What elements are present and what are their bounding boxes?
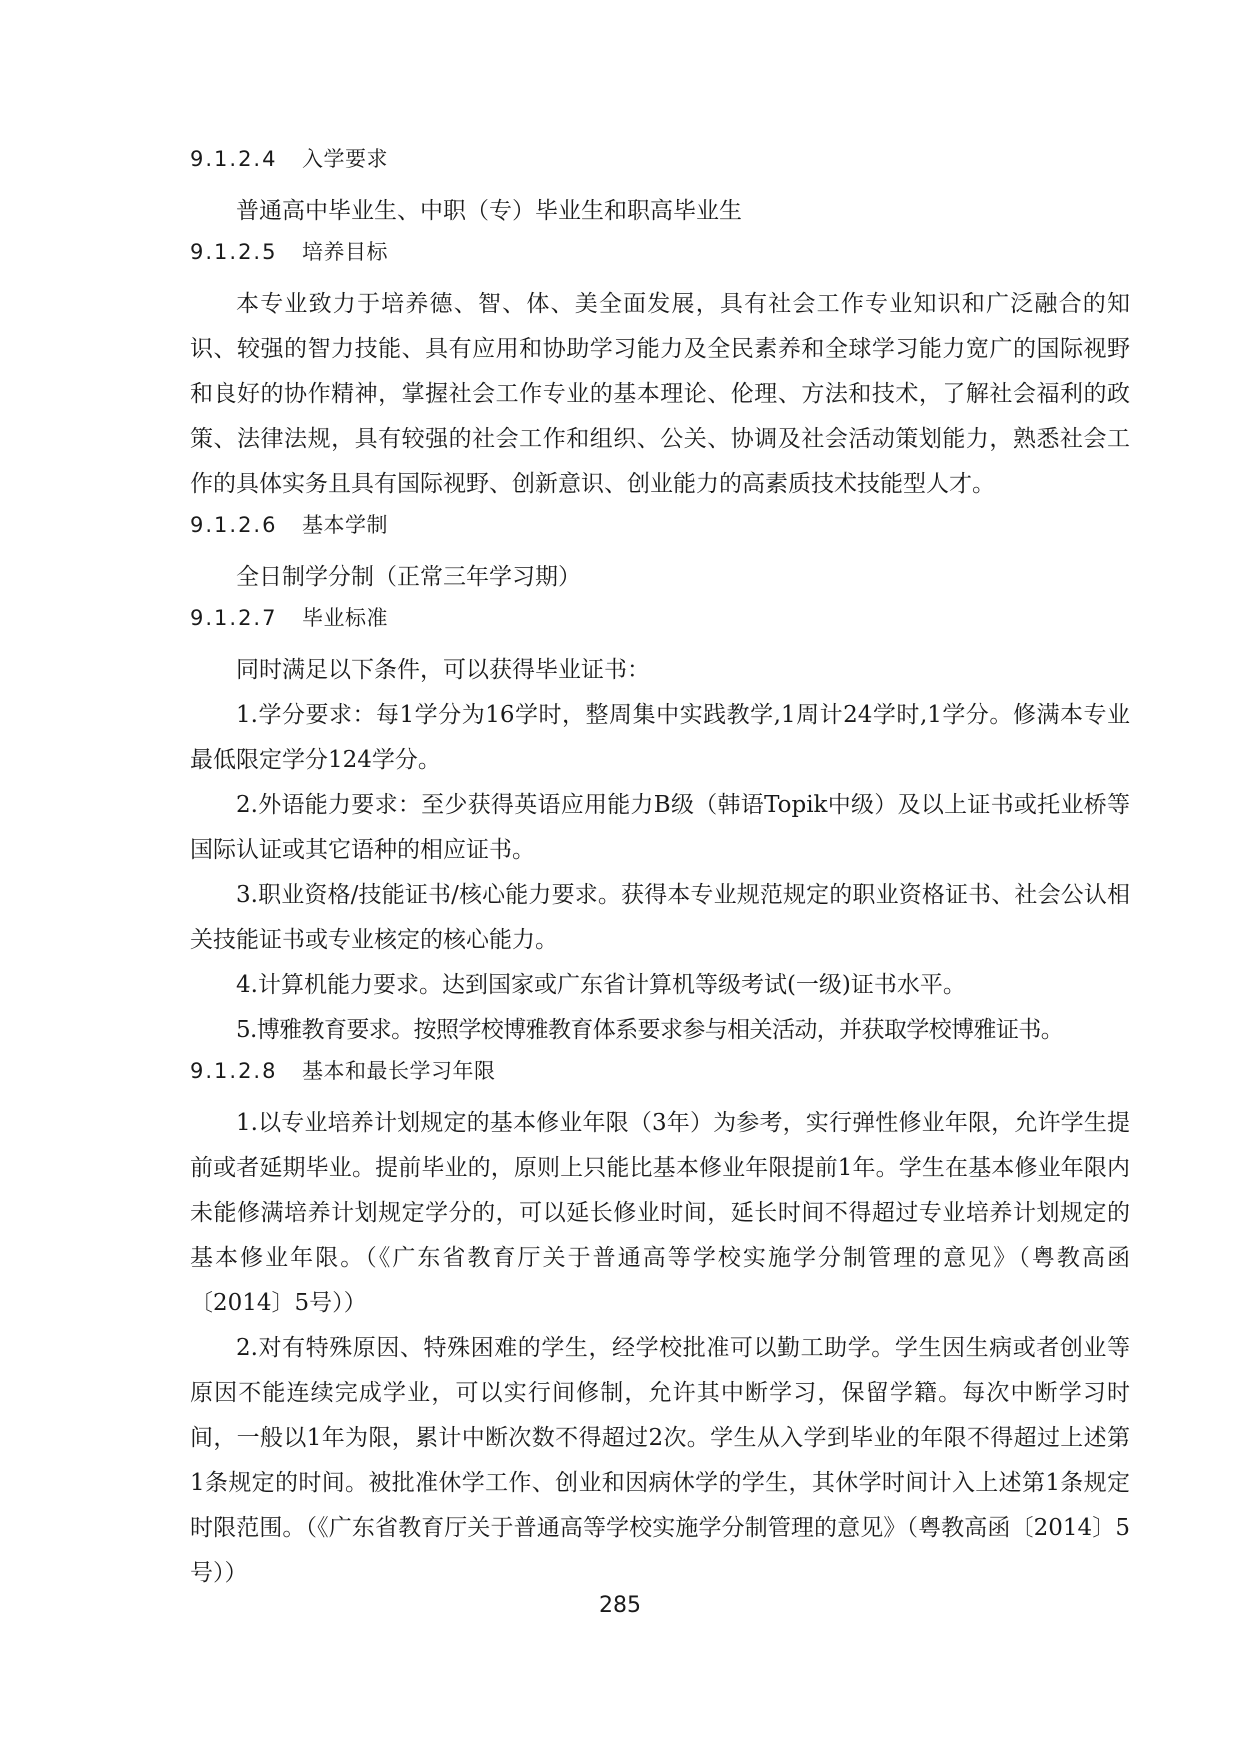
paragraph: 2.对有特殊原因、特殊困难的学生，经学校批准可以勤工助学。学生因生病或者创业等原因不能连续完成学业，可以实行间修制，允许其中断学习，保留学籍。每次中断学习时间，一般以1年为限，累计中断次数不得超过2次。学生从入学到毕业的年限不得超过上述第1条规定的时间。被批准休学工作、创业和因病休学的学生，其休学时间计入上述第1条规定时限范围。（《广东省教育厅关于普通高等学校实施学分制管理的意见》（粤教高函〔2014〕5号）） [190,1335,1130,1586]
section-heading [190,1057,1130,1085]
section-number: 9.1.2.6 [190,513,278,537]
section-title: 基本学制 [302,513,388,537]
paragraph: 本专业致力于培养德、智、体、美全面发展，具有社会工作专业知识和广泛融合的知识、较强的智力技能、具有应用和协助学习能力及全民素养和全球学习能力宽广的国际视野和良好的协作精神，掌握社会工作专业的基本理论、伦理、方法和技术，了解社会福利的政策、法律法规，具有较强的社会工作和组织、公关、协调及社会活动策划能力，熟悉社会工作的具体实务且具有国际视野、创新意识、创业能力的高素质技术技能型人才。 [190,291,1130,497]
section-heading [190,145,1130,173]
document-body [190,145,1130,1596]
section-number: 9.1.2.5 [190,240,278,264]
paragraph: 1.学分要求：每1学分为16学时，整周集中实践教学,1周计24学时,1学分。修满本专业最低限定学分124学分。 [190,702,1130,773]
paragraph: 2.外语能力要求：至少获得英语应用能力B级（韩语Topik中级）及以上证书或托业桥等国际认证或其它语种的相应证书。 [190,792,1130,863]
paragraph: 4.计算机能力要求。达到国家或广东省计算机等级考试(一级)证书水平。 [236,972,966,998]
paragraph: 全日制学分制（正常三年学习期） [236,564,581,590]
section-heading [190,511,1130,539]
section-heading [190,604,1130,632]
section-number: 9.1.2.4 [190,147,278,171]
paragraph: 普通高中毕业生、中职（专）毕业生和职高毕业生 [236,198,742,224]
section-heading [190,238,1130,266]
paragraph: 3.职业资格/技能证书/核心能力要求。获得本专业规范规定的职业资格证书、社会公认相关技能证书或专业核定的核心能力。 [190,882,1130,953]
page-number: 285 [599,1593,641,1618]
paragraph: 同时满足以下条件，可以获得毕业证书： [236,657,650,683]
section-title: 基本和最长学习年限 [302,1059,496,1083]
section-number: 9.1.2.8 [190,1059,278,1083]
section-title: 培养目标 [302,240,388,264]
section-title: 毕业标准 [302,606,388,630]
paragraph: 5.博雅教育要求。按照学校博雅教育体系要求参与相关活动，并获取学校博雅证书。 [236,1017,1064,1043]
section-number: 9.1.2.7 [190,606,278,630]
section-title: 入学要求 [302,147,388,171]
paragraph: 1.以专业培养计划规定的基本修业年限（3年）为参考，实行弹性修业年限，允许学生提前或者延期毕业。提前毕业的，原则上只能比基本修业年限提前1年。学生在基本修业年限内未能修满培养计划规定学分的，可以延长修业时间，延长时间不得超过专业培养计划规定的基本修业年限。（《广东省教育厅关于普通高等学校实施学分制管理的意见》（粤教高函〔2014〕5号）） [190,1110,1130,1316]
